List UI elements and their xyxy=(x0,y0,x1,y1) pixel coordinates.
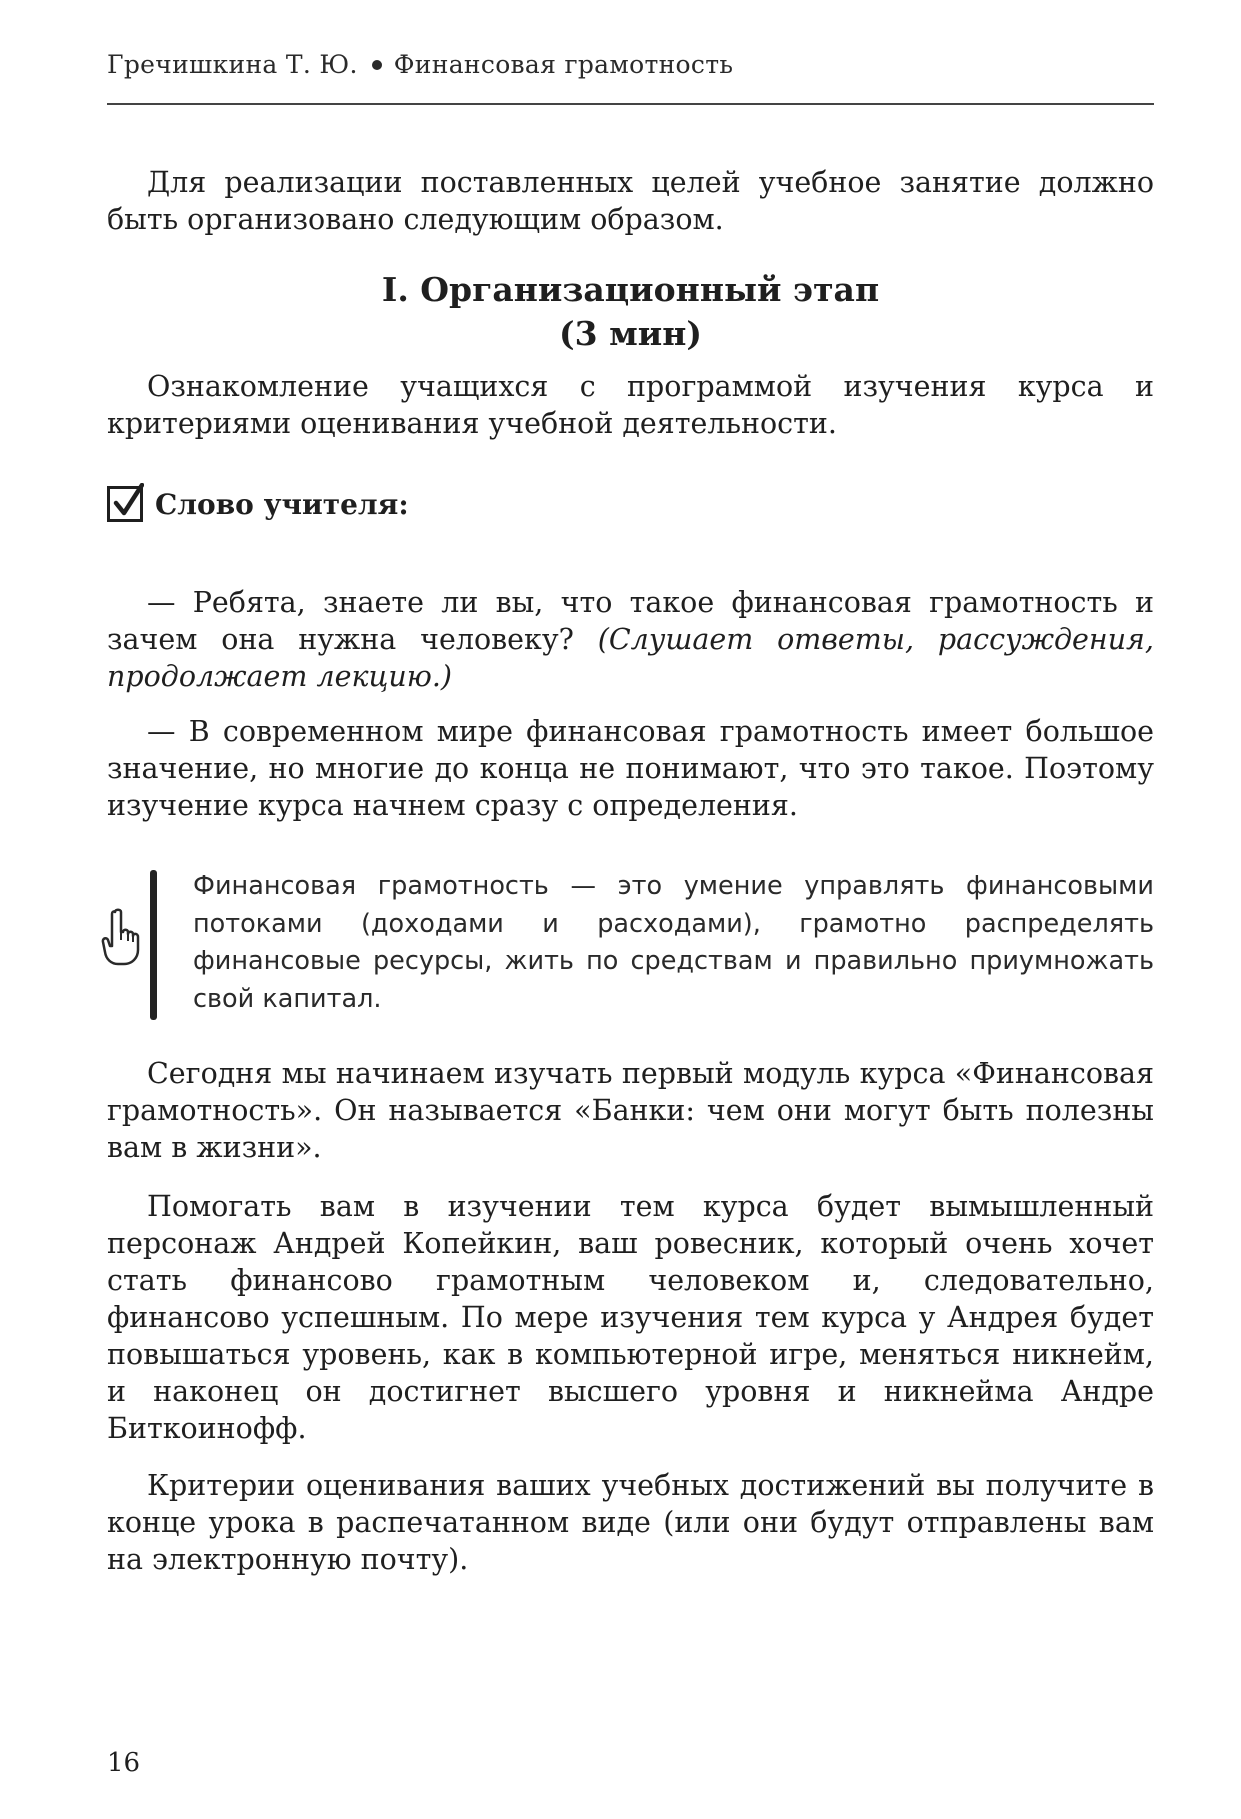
header-title: Финансовая грамотность xyxy=(393,50,734,79)
note-bar xyxy=(150,870,157,1020)
body-paragraph: Критерии оценивания ваших учебных достижений вы получите в конце урока в распечатанном виде (или они будут отправлены вам на электронную почту). xyxy=(107,1469,1154,1576)
body-paragraph: Помогать вам в изучении тем курса будет вымышленный персонаж Андрей Копейкин, ваш ровесник, который очень хочет стать финансово грамотным человеком и, следовательно, финансово успешным. По мере изучения тем курса у Андрея будет повышаться уровень, как в компьютерной игре, меняться никнейм, и наконец он достигнет высшего уровня и никнейма Андре Биткоинофф. xyxy=(107,1190,1154,1445)
dialog-paragraph xyxy=(107,584,1154,695)
section-intro-paragraph: Ознакомление учащихся с программой изучения курса и критериями оценивания учебной деятельности. xyxy=(107,370,1154,440)
running-header xyxy=(107,50,1154,79)
section-title: I. Организационный этап xyxy=(381,270,880,309)
bullet-icon xyxy=(372,60,382,70)
teacher-label xyxy=(107,486,409,522)
page-number: 16 xyxy=(107,1748,141,1778)
pointing-hand-icon xyxy=(100,908,140,966)
body-paragraph: Сегодня мы начинаем изучать первый модуль курса «Финансовая грамотность». Он называется «Банки: чем они могут быть полезны вам в жизни». xyxy=(107,1057,1154,1164)
dialog-speech: — Ребята, знаете ли вы, что такое финансовая грамотность и зачем она нужна человеку? xyxy=(107,586,1154,656)
checkbox-icon xyxy=(107,486,143,522)
dialog-remark: (Слушает ответы, рассуждения, продолжает лекцию.) xyxy=(107,623,1154,693)
intro-paragraph: Для реализации поставленных целей учебное занятие должно быть организовано следующим образом. xyxy=(107,166,1154,236)
teacher-label-text: Слово учителя: xyxy=(155,487,409,521)
section-duration: (3 мин) xyxy=(559,314,702,353)
dialog-paragraph: — В современном мире финансовая грамотность имеет большое значение, но многие до конца не понимают, что это такое. Поэтому изучение курса начнем сразу с определения. xyxy=(107,715,1154,822)
header-rule xyxy=(107,103,1154,105)
definition-text: Финансовая грамотность — это умение управлять финансовыми потоками (доходами и расходами), грамотно распределять финансовые ресурсы, жить по средствам и правильно приумножать свой капитал. xyxy=(193,871,1154,1014)
definition-note xyxy=(100,860,1160,1030)
header-author: Гречишкина Т. Ю. xyxy=(107,50,358,79)
